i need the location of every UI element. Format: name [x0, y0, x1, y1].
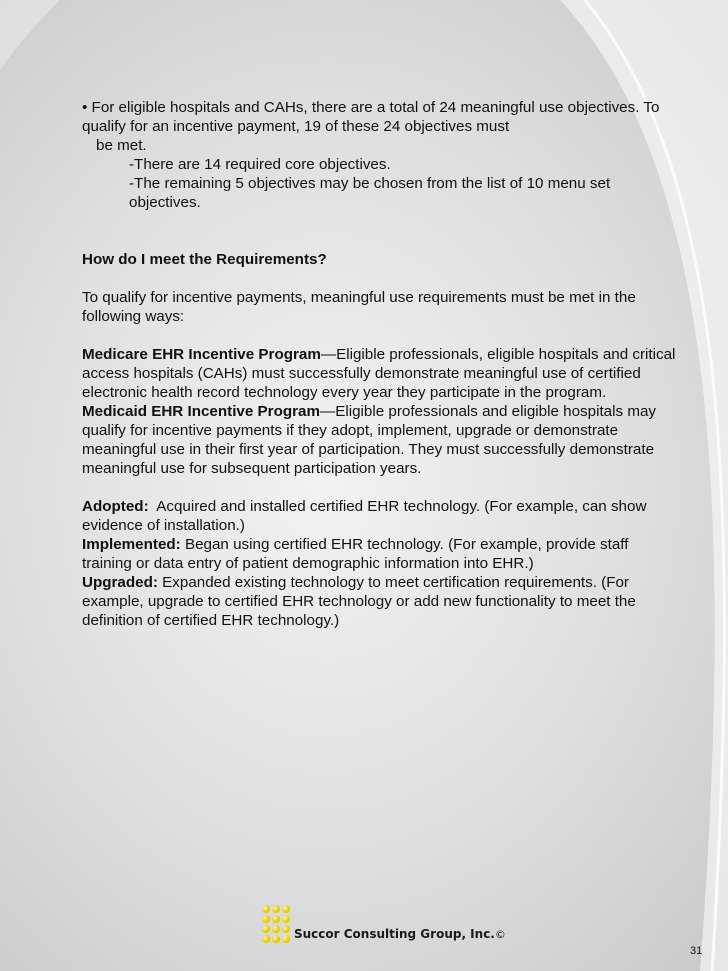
upgraded-label: Upgraded:	[82, 574, 158, 591]
bullet-paragraph-continuation: be met.	[96, 137, 147, 154]
medicaid-paragraph	[82, 402, 682, 478]
sub-item-core-objectives: -There are 14 required core objectives.	[129, 156, 391, 173]
adopted-label: Adopted:	[82, 498, 149, 515]
implemented-text: Began using certified EHR technology. (For example, provide staff training or data entry of patient demographic information into EHR.)	[82, 536, 629, 572]
company-name-text: Succor Consulting Group, Inc.	[294, 927, 495, 941]
medicare-paragraph	[82, 345, 682, 402]
sub-item-menu-objectives-continuation: objectives.	[129, 194, 201, 211]
company-name	[294, 927, 506, 943]
upgraded-paragraph	[82, 573, 682, 630]
implemented-label: Implemented:	[82, 536, 181, 553]
copyright-symbol: ©	[494, 928, 506, 941]
adopted-paragraph	[82, 497, 682, 535]
upgraded-text: Expanded existing technology to meet certification requirements. (For example, upgrade to certified EHR technology or add new functionality to meet the definition of certified EHR technology.)	[82, 574, 636, 629]
medicaid-text: —Eligible professionals and eligible hospitals may qualify for incentive payments if they adopt, implement, upgrade or demonstrate meaningful use in their first year of participation. They must successfully demonstrate meaningful use for subsequent participation years.	[82, 403, 657, 477]
page-number: 31	[690, 945, 703, 957]
dot-grid-logo-icon	[262, 905, 290, 943]
document-body	[82, 98, 682, 630]
adopted-text: Acquired and installed certified EHR technology. (For example, can show evidence of installation.)	[82, 498, 651, 534]
footer	[262, 903, 506, 943]
section-heading: How do I meet the Requirements?	[82, 251, 327, 268]
medicare-text: —Eligible professionals, eligible hospitals and critical access hospitals (CAHs) must successfully demonstrate meaningful use of certified electronic health record technology every year they participate in the program.	[82, 346, 676, 401]
medicare-label: Medicare EHR Incentive Program	[82, 346, 321, 363]
medicaid-label: Medicaid EHR Incentive Program	[82, 403, 321, 420]
sub-item-menu-objectives: -The remaining 5 objectives may be chosen from the list of 10 menu set	[129, 175, 611, 192]
intro-paragraph: To qualify for incentive payments, meaningful use requirements must be met in the following ways:	[82, 289, 636, 325]
bullet-paragraph: • For eligible hospitals and CAHs, there are a total of 24 meaningful use objectives. To qualify for an incentive payment, 19 of these 24 objectives must	[82, 99, 660, 135]
implemented-paragraph	[82, 535, 682, 573]
